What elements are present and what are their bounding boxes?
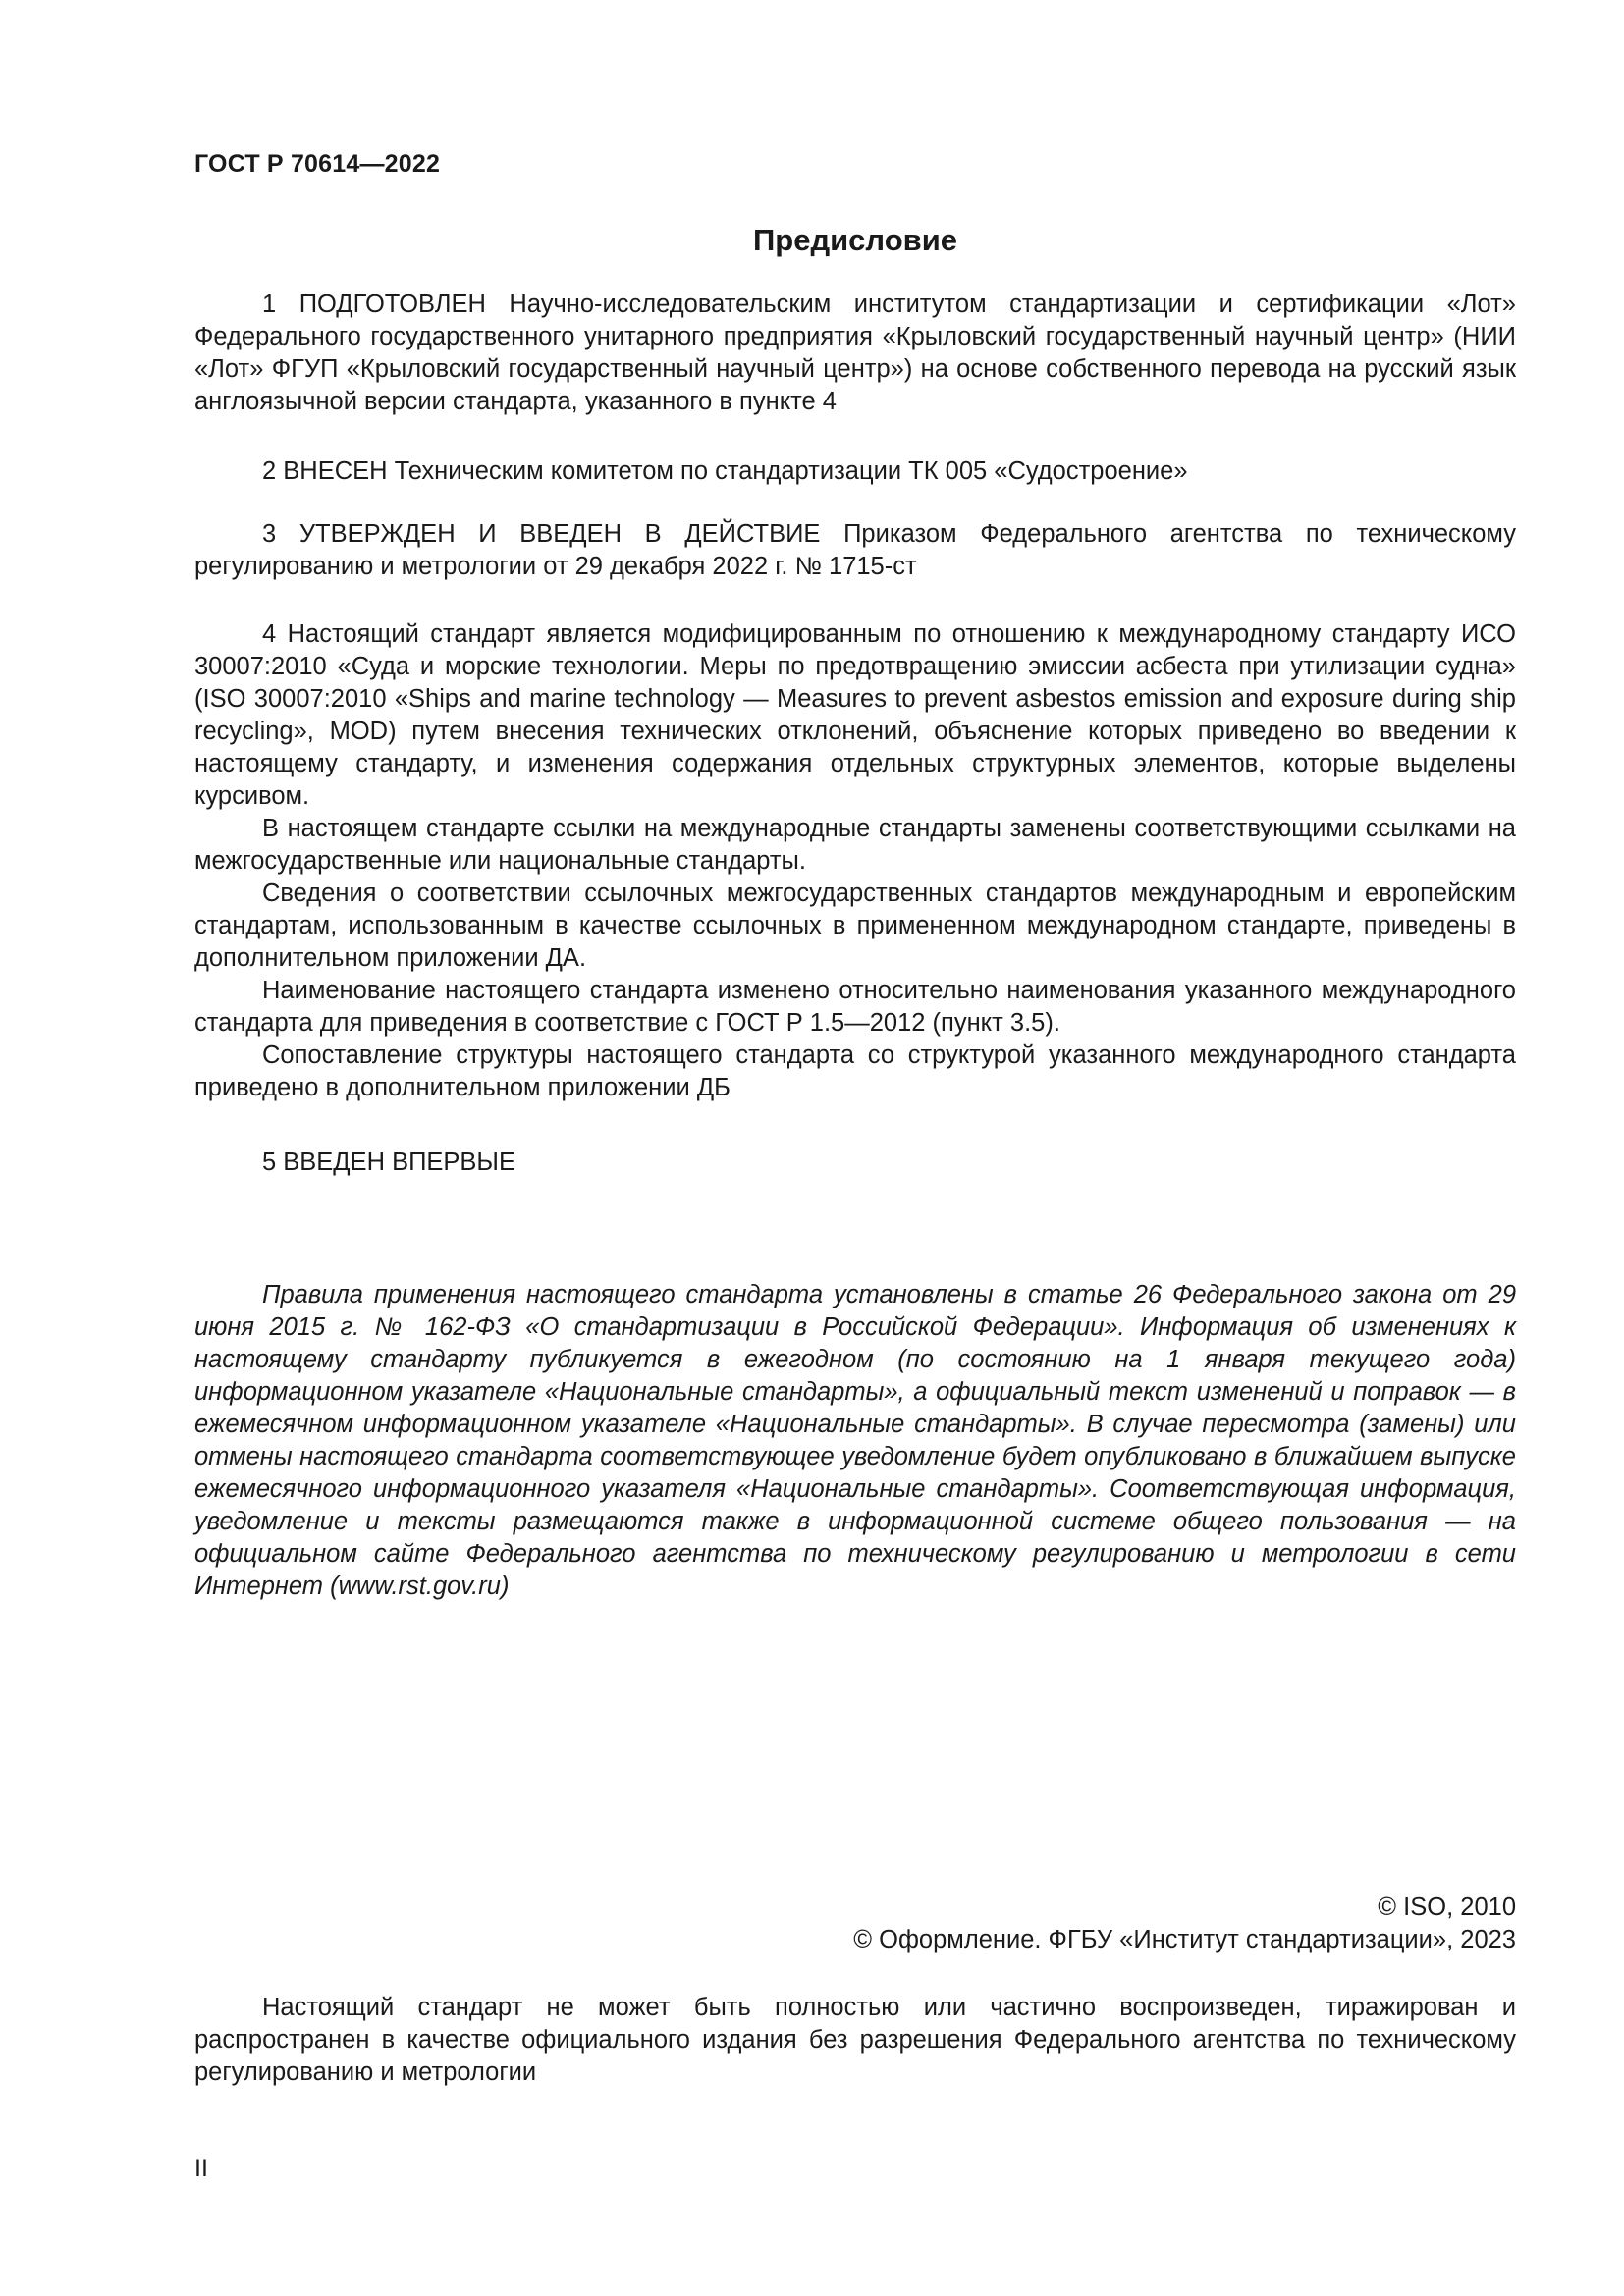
section-4-paragraph: 4 Настоящий стандарт является модифицированным по отношению к международному стандарту ИСО 30007:2010 «Суда и морские технологии. Меры по предотвращению эмиссии асбеста при утилизации судна» (ISO 30007:2010 «Ships and marine technology — Measures to prevent asbestos emission and exposure during ship recycling», MOD) путем внесения технических отклонений, объяснение которых приведено во введении к настоящему стандарту, и изменения содержания отдельных структурных элементов, которые выделены курсивом.: [194, 620, 1516, 810]
document-id-header: ГОСТ Р 70614—2022: [194, 150, 441, 178]
page-number: II: [194, 2155, 208, 2182]
section-3: [194, 518, 1516, 583]
page-title: Предисловие: [752, 223, 957, 257]
section-2-text: 2 ВНЕСЕН Техническим комитетом по стандартизации ТК 005 «Судостроение»: [262, 457, 1188, 485]
copyright-design: © Оформление. ФГБУ «Институт стандартизации», 2023: [853, 1926, 1516, 1953]
section-1: [194, 289, 1516, 418]
section-2: [194, 455, 1516, 488]
section-4-paragraph: В настоящем стандарте ссылки на международные стандарты заменены соответствующими ссылками на межгосударственные или национальные стандарты.: [194, 815, 1516, 875]
rules-note: [194, 1279, 1516, 1603]
section-5-text: 5 ВВЕДЕН ВПЕРВЫЕ: [262, 1148, 516, 1176]
section-4: [194, 618, 1516, 1104]
section-5: [194, 1147, 1516, 1179]
copyright-iso: © ISO, 2010: [1378, 1894, 1516, 1921]
section-4-paragraph: Наименование настоящего стандарта изменено относительно наименования указанного международного стандарта для приведения в соответствие с ГОСТ Р 1.5—2012 (пункт 3.5).: [194, 977, 1516, 1037]
section-3-text: 3 УТВЕРЖДЕН И ВВЕДЕН В ДЕЙСТВИЕ Приказом Федерального агентства по техническому регулированию и метрологии от 29 декабря 2022 г. № 1715-ст: [194, 520, 1516, 580]
rules-note-text: Правила применения настоящего стандарта установлены в статье 26 Федерального закона от 29 июня 2015 г. № 162-ФЗ «О стандартизации в Российской Федерации». Информация об изменениях к настоящему стандарту публикуется в ежегодном (по состоянию на 1 января текущего года) информационном указателе «Национальные стандарты», а официальный текст изменений и поправок — в ежемесячном информационном указателе «Национальные стандарты». В случае пересмотра (замены) или отмены настоящего стандарта соответствующее уведомление будет опубликовано в ближайшем выпуске ежемесячного информационного указателя «Национальные стандарты». Соответствующая информация, уведомление и тексты размещаются также в информационной системе общего пользования — на официальном сайте Федерального агентства по техническому регулированию и метрологии в сети Интернет (www.rst.gov.ru): [194, 1281, 1516, 1600]
reproduction-notice-text: Настоящий стандарт не может быть полностью или частично воспроизведен, тиражирован и распространен в качестве официального издания без разрешения Федерального агентства по техническому регулированию и метрологии: [194, 1994, 1516, 2086]
reproduction-notice: [194, 1992, 1516, 2089]
section-1-text: 1 ПОДГОТОВЛЕН Научно-исследовательским институтом стандартизации и сертификации «Лот» Федерального государственного унитарного предприятия «Крыловский государственный научный центр» (НИИ «Лот» ФГУП «Крыловский государственный научный центр») на основе собственного перевода на русский язык англоязычной версии стандарта, указанного в пункте 4: [194, 291, 1516, 415]
copyright-block: [194, 1892, 1516, 1956]
section-4-paragraph: Сопоставление структуры настоящего стандарта со структурой указанного международного стандарта приведено в дополнительном приложении ДБ: [194, 1041, 1516, 1101]
section-4-paragraph: Сведения о соответствии ссылочных межгосударственных стандартов международным и европейским стандартам, использованным в качестве ссылочных в примененном международном стандарте, приведены в дополнительном приложении ДА.: [194, 880, 1516, 972]
